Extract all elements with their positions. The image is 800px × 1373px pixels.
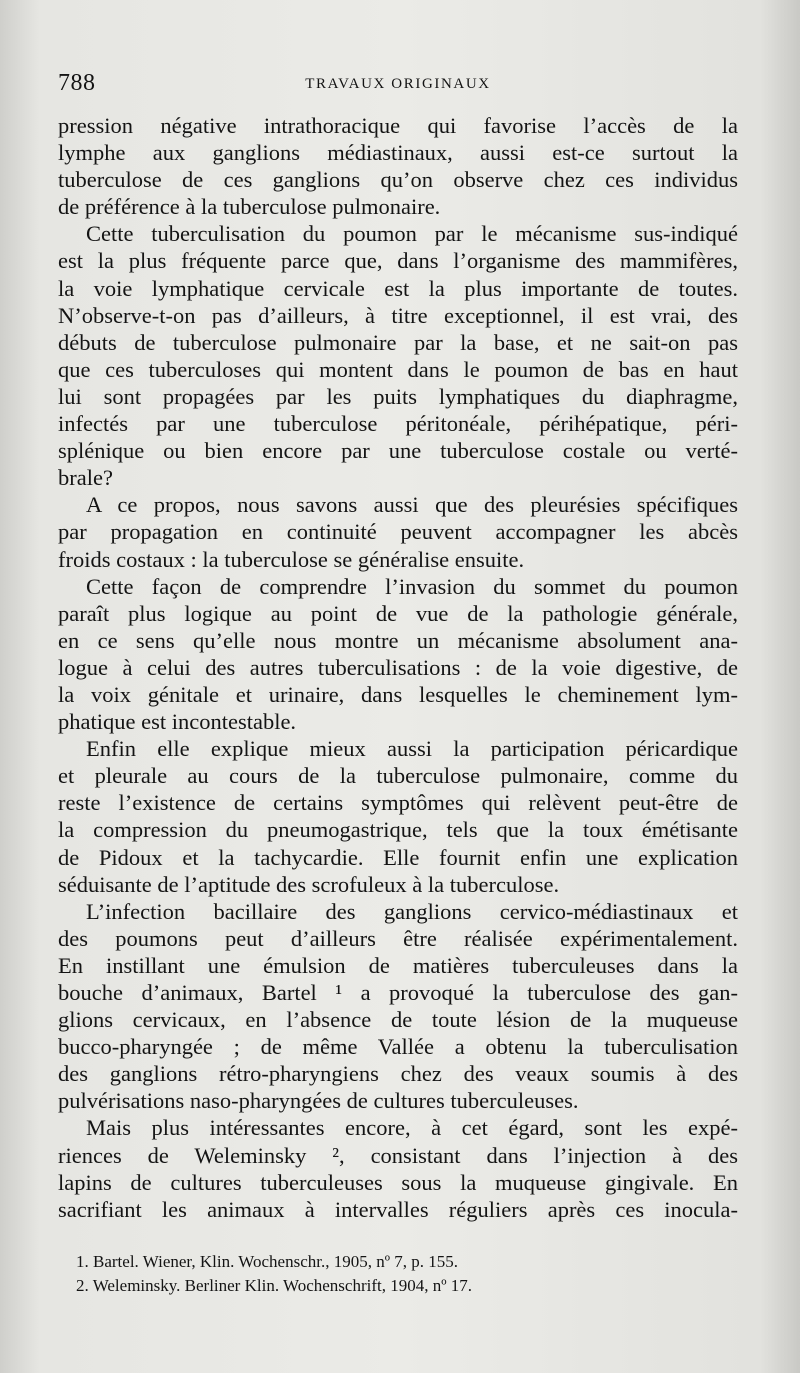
text-line: de Pidoux et la tachycardie. Elle fournit enfin une explication xyxy=(58,844,738,870)
text-line: débuts de tuberculose pulmonaire par la base, et ne sait-on pas xyxy=(58,329,738,355)
footnotes xyxy=(58,1250,738,1298)
body-text xyxy=(58,112,738,1223)
text-line: est la plus fréquente parce que, dans l’organisme des mammifères, xyxy=(58,248,738,274)
text-line: la voix génitale et urinaire, dans lesquelles le cheminement lym- xyxy=(58,681,738,707)
text-line: de préférence à la tuberculose pulmonaire. xyxy=(58,194,441,220)
running-title: TRAVAUX ORIGINAUX xyxy=(305,76,491,92)
text-line: infectés par une tuberculose péritonéale, périhépatique, péri- xyxy=(58,411,738,437)
text-line: la voie lymphatique cervicale est la plus importante de toutes. xyxy=(58,275,738,301)
text-line: séduisante de l’aptitude des scrofuleux à la tuberculose. xyxy=(58,871,560,897)
running-head xyxy=(58,68,738,98)
text-line: par propagation en continuité peuvent accompagner les abcès xyxy=(58,519,738,545)
text-line: en ce sens qu’elle nous montre un mécanisme absolument ana- xyxy=(58,627,738,653)
paragraph-start-line: Cette façon de comprendre l’invasion du sommet du poumon xyxy=(86,573,738,599)
text-line: reste l’existence de certains symptômes qui relèvent peut-être de xyxy=(58,790,738,816)
page-number: 788 xyxy=(58,70,96,96)
paragraph-start-line: A ce propos, nous savons aussi que des pleurésies spécifiques xyxy=(86,492,738,518)
footnote: 2. Weleminsky. Berliner Klin. Wochenschrift, 1904, nº 17. xyxy=(76,1276,472,1295)
text-line: splénique ou bien encore par une tuberculose costale ou verté- xyxy=(58,438,738,464)
text-line: froids costaux : la tuberculose se généralise ensuite. xyxy=(58,546,525,572)
text-line: la compression du pneumogastrique, tels que la toux émétisante xyxy=(58,817,738,843)
paragraph-start-line: Enfin elle explique mieux aussi la participation péricardique xyxy=(86,736,738,762)
text-line: En instillant une émulsion de matières tuberculeuses dans la xyxy=(58,952,738,978)
text-line: logue à celui des autres tuberculisations : de la voie digestive, de xyxy=(58,654,738,680)
text-line: N’observe-t-on pas d’ailleurs, à titre exceptionnel, il est vrai, des xyxy=(58,302,738,328)
text-line: lui sont propagées par les puits lymphatiques du diaphragme, xyxy=(58,383,738,409)
text-line: brale? xyxy=(58,465,113,491)
text-line: lymphe aux ganglions médiastinaux, aussi est-ce surtout la xyxy=(58,140,738,166)
text-line: lapins de cultures tuberculeuses sous la muqueuse gingivale. En xyxy=(58,1169,738,1195)
text-line: pression négative intrathoracique qui favorise l’accès de la xyxy=(58,113,738,138)
text-line: pulvérisations naso-pharyngées de cultures tuberculeuses. xyxy=(58,1088,579,1114)
paragraph-start-line: Cette tuberculisation du poumon par le mécanisme sus-indiqué xyxy=(86,221,738,247)
text-line: tuberculose de ces ganglions qu’on observe chez ces individus xyxy=(58,167,738,193)
text-line: paraît plus logique au point de vue de la pathologie générale, xyxy=(58,600,738,626)
text-line: phatique est incontestable. xyxy=(58,709,297,735)
footnote: 1. Bartel. Wiener, Klin. Wochenschr., 1905, nº 7, p. 155. xyxy=(76,1252,458,1271)
text-line: riences de Weleminsky ², consistant dans l’injection à des xyxy=(58,1142,738,1168)
text-line: bouche d’animaux, Bartel ¹ a provoqué la tuberculose des gan- xyxy=(58,980,738,1005)
paragraph-start-line: L’infection bacillaire des ganglions cervico-médiastinaux et xyxy=(86,898,738,924)
text-line: des poumons peut d’ailleurs être réalisée expérimentalement. xyxy=(58,925,738,951)
paragraph-start-line: Mais plus intéressantes encore, à cet égard, sont les expé- xyxy=(86,1115,738,1141)
text-line: que ces tuberculoses qui montent dans le poumon de bas en haut xyxy=(58,356,738,382)
text-line: des ganglions rétro-pharyngiens chez des veaux soumis à des xyxy=(58,1061,738,1087)
text-line: bucco-pharyngée ; de même Vallée a obtenu la tuberculisation xyxy=(58,1034,738,1060)
text-line: glions cervicaux, en l’absence de toute lésion de la muqueuse xyxy=(58,1007,738,1033)
text-line: et pleurale au cours de la tuberculose pulmonaire, comme du xyxy=(58,763,738,789)
text-line: sacrifiant les animaux à intervalles réguliers après ces inocula- xyxy=(58,1196,738,1222)
